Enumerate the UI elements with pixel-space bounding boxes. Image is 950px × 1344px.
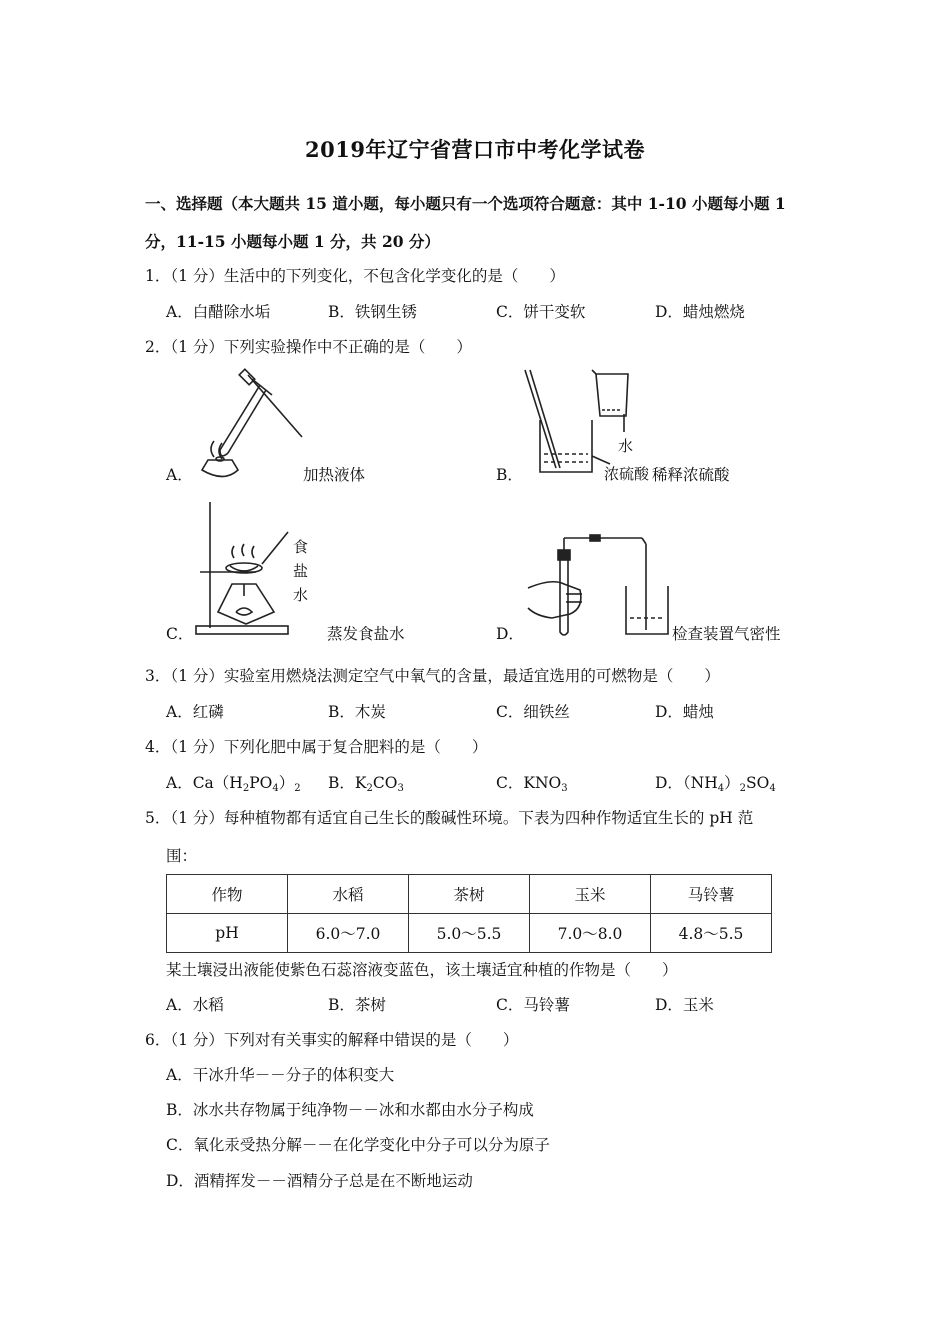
ph-table — [166, 874, 772, 953]
q2-option-d-caption: 检查装置气密性 — [672, 625, 781, 643]
q5-option-d: D．玉米 — [655, 996, 714, 1014]
q6-option-b: B．冰水共存物属于纯净物－－冰和水都由水分子构成 — [166, 1101, 534, 1119]
q1-option-c: C．饼干变软 — [496, 303, 586, 321]
question-4-stem: 4．（1 分）下列化肥中属于复合肥料的是（ ） — [145, 738, 488, 756]
q2-option-b-caption: 稀释浓硫酸 — [652, 466, 730, 484]
q2-b-label-water: 水 — [618, 437, 634, 455]
table-cell: 5.0～5.5 — [409, 914, 530, 953]
table-cell: 7.0～8.0 — [530, 914, 651, 953]
q3-option-a: A．红磷 — [166, 703, 224, 721]
q1-option-a: A．白醋除水垢 — [166, 303, 271, 321]
q2-c-label-2: 盐 — [293, 562, 309, 580]
q4-option-a: A．$Ca(H_2PO_4)_2$ — [166, 774, 301, 794]
table-cell: 马铃薯 — [651, 875, 772, 914]
table-cell: 6.0～7.0 — [288, 914, 409, 953]
q2-option-b-letter: B． — [496, 466, 523, 484]
q5-option-b: B．茶树 — [328, 996, 386, 1014]
table-cell: 茶树 — [409, 875, 530, 914]
q5-option-c: C．马铃薯 — [496, 996, 570, 1014]
q4-option-d: D．$(NH_4)_2SO_4$ — [655, 774, 776, 794]
q5-option-a: A．水稻 — [166, 996, 224, 1014]
q2-b-label-acid: 浓硫酸 — [604, 465, 650, 483]
table-header-row — [167, 875, 772, 914]
table-cell: 玉米 — [530, 875, 651, 914]
q3-option-c: C．细铁丝 — [496, 703, 570, 721]
q2-option-c-letter: C． — [166, 625, 194, 643]
question-2-stem: 2．（1 分）下列实验操作中不正确的是（ ） — [145, 338, 472, 356]
q2-option-a-caption: 加热液体 — [303, 466, 366, 484]
table-row — [167, 914, 772, 953]
figure-heating-liquid — [190, 365, 310, 485]
question-6-stem: 6．（1 分）下列对有关事实的解释中错误的是（ ） — [145, 1031, 519, 1049]
question-5-after-table: 某土壤浸出液能使紫色石蕊溶液变蓝色，该土壤适宜种植的作物是（ ） — [166, 961, 678, 979]
q4-option-c: C．$KNO_3$ — [496, 774, 568, 794]
table-cell: 作物 — [167, 875, 288, 914]
section-heading-line1: 一、选择题（本大题共 15 道小题，每小题只有一个选项符合题意：其中 1-10 小题每小题 1 — [145, 194, 786, 213]
table-cell: pH — [167, 914, 288, 953]
question-5-stem-line2: 围： — [166, 847, 198, 865]
q4-option-b: B．$K_2CO_3$ — [328, 774, 404, 794]
q2-c-label-1: 食 — [293, 538, 309, 556]
q1-option-b: B．铁钢生锈 — [328, 303, 417, 321]
q1-option-d: D．蜡烛燃烧 — [655, 303, 745, 321]
table-cell: 水稻 — [288, 875, 409, 914]
q6-option-d: D．酒精挥发－－酒精分子总是在不断地运动 — [166, 1172, 473, 1190]
q2-c-label-3: 水 — [293, 586, 309, 604]
figure-evaporate-salt-water — [192, 500, 300, 642]
figure-check-airtightness — [522, 528, 672, 643]
table-cell: 4.8～5.5 — [651, 914, 772, 953]
q2-option-d-letter: D． — [496, 625, 524, 643]
q6-option-a: A．干冰升华－－分子的体积变大 — [166, 1066, 395, 1084]
question-5-stem-line1: 5．（1 分）每种植物都有适宜自己生长的酸碱性环境。下表为四种作物适宜生长的 pH 范 — [145, 809, 754, 827]
page-title: 2019年辽宁省营口市中考化学试卷 — [305, 137, 645, 162]
q3-option-b: B．木炭 — [328, 703, 386, 721]
question-3-stem: 3．（1 分）实验室用燃烧法测定空气中氧气的含量，最适宜选用的可燃物是（ ） — [145, 667, 720, 685]
section-heading-line2: 分，11-15 小题每小题 1 分，共 20 分） — [145, 232, 440, 251]
q3-option-d: D．蜡烛 — [655, 703, 714, 721]
q2-option-c-caption: 蒸发食盐水 — [327, 625, 405, 643]
question-1-stem: 1．（1 分）生活中的下列变化，不包含化学变化的是（ ） — [145, 267, 565, 285]
q6-option-c: C．氧化汞受热分解－－在化学变化中分子可以分为原子 — [166, 1136, 550, 1154]
q2-option-a-letter: A． — [166, 466, 193, 484]
